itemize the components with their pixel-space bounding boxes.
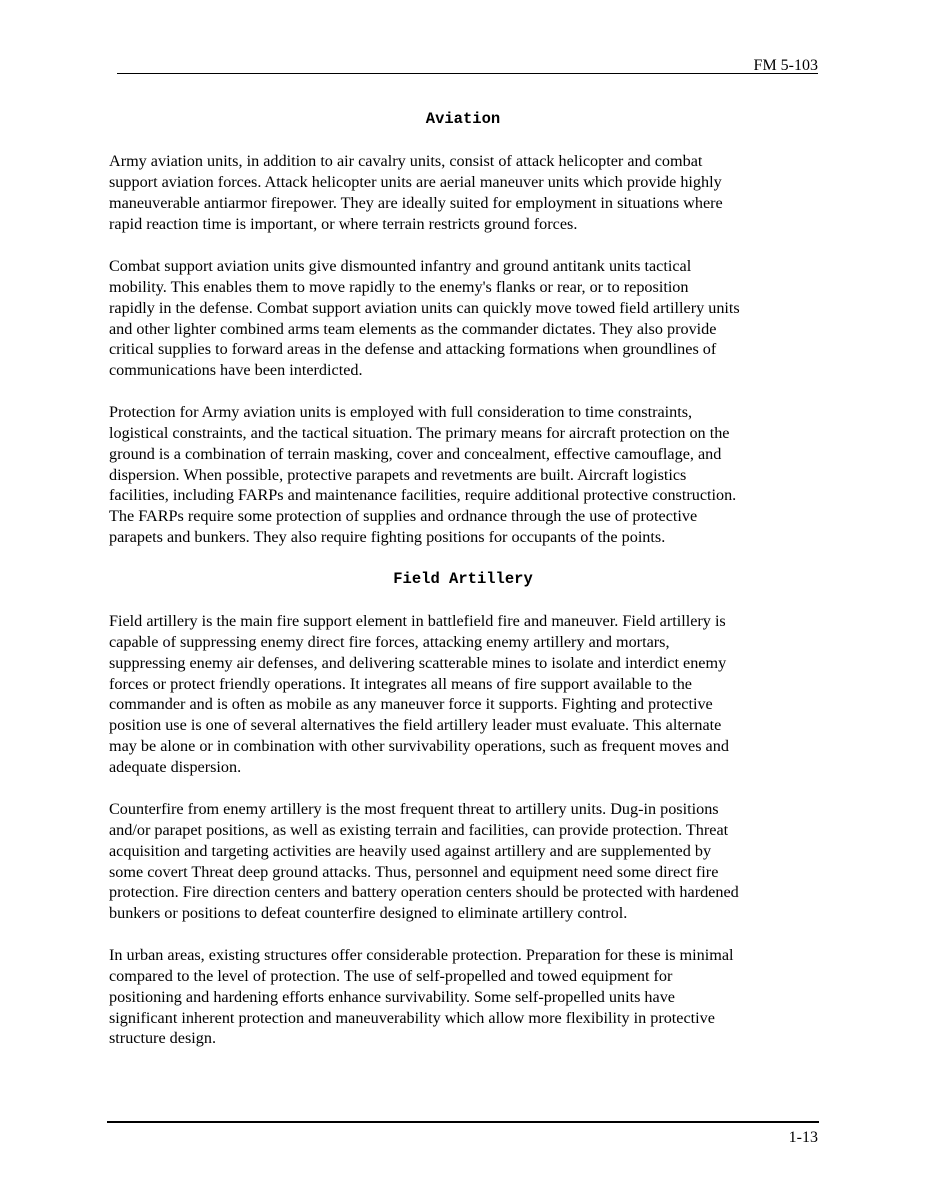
text-line: compared to the level of protection. The use of self-propelled and towed equipment for [109, 966, 673, 985]
document-id: FM 5-103 [753, 57, 818, 74]
text-line: Protection for Army aviation units is employed with full consideration to time constraints, [109, 403, 693, 421]
section-heading-aviation: Aviation [425, 110, 501, 128]
text-line: ground is a combination of terrain masking, cover and concealment, effective camouflage, and [109, 444, 722, 463]
text-line: Field artillery is the main fire support element in battlefield fire and maneuver. Field artillery is [109, 612, 726, 630]
text-line: Combat support aviation units give dismounted infantry and ground antitank units tactical [109, 257, 692, 275]
section-heading-field-artillery: Field Artillery [393, 570, 533, 588]
text-line: suppressing enemy air defenses, and delivering scatterable mines to isolate and interdict enemy [109, 653, 727, 672]
paragraph-aviation-2 [109, 256, 821, 381]
footer-rule [107, 1121, 819, 1123]
text-line: adequate dispersion. [109, 757, 242, 776]
text-line: rapid reaction time is important, or where terrain restricts ground forces. [109, 214, 578, 233]
header-rule [117, 73, 818, 74]
text-line: logistical constraints, and the tactical situation. The primary means for aircraft protection on the [109, 423, 730, 442]
text-line: dispersion. When possible, protective parapets and revetments are built. Aircraft logistics [109, 465, 687, 484]
text-line: and other lighter combined arms team elements as the commander dictates. They also provide [109, 319, 717, 338]
text-line: significant inherent protection and maneuverability which allow more flexibility in protective [109, 1008, 715, 1027]
text-line: forces or protect friendly operations. It integrates all means of fire support available to the [109, 674, 692, 693]
text-line: parapets and bunkers. They also require fighting positions for occupants of the points. [109, 528, 666, 547]
text-line: Army aviation units, in addition to air cavalry units, consist of attack helicopter and combat [109, 152, 703, 170]
text-line: mobility. This enables them to move rapidly to the enemy's flanks or rear, or to reposition [109, 277, 689, 296]
paragraph-aviation-3 [109, 402, 821, 548]
text-line: In urban areas, existing structures offer considerable protection. Preparation for these is minimal [109, 946, 734, 964]
text-line: position use is one of several alternatives the field artillery leader must evaluate. This alternate [109, 716, 722, 735]
text-line: facilities, including FARPs and maintenance facilities, require additional protective construction. [109, 486, 737, 505]
text-line: commander and is often as mobile as any maneuver force it supports. Fighting and protective [109, 695, 713, 714]
paragraph-field-artillery-3 [109, 945, 821, 1049]
text-line: and/or parapet positions, as well as existing terrain and facilities, can provide protection. Threat [109, 820, 729, 839]
text-line: rapidly in the defense. Combat support aviation units can quickly move towed field artillery units [109, 298, 740, 317]
text-line: maneuverable antiarmor firepower. They are ideally suited for employment in situations where [109, 193, 723, 212]
page-number: 1-13 [788, 1129, 818, 1146]
paragraph-field-artillery-1 [109, 611, 821, 778]
paragraph-aviation-1 [109, 151, 821, 234]
text-line: acquisition and targeting activities are heavily used against artillery and are supplemented by [109, 841, 712, 860]
text-line: Counterfire from enemy artillery is the most frequent threat to artillery units. Dug-in positions [109, 800, 719, 818]
text-line: bunkers or positions to defeat counterfire designed to eliminate artillery control. [109, 904, 628, 923]
text-line: positioning and hardening efforts enhance survivability. Some self-propelled units have [109, 987, 675, 1006]
text-line: support aviation forces. Attack helicopter units are aerial maneuver units which provide highly [109, 172, 722, 191]
paragraph-field-artillery-2 [109, 799, 821, 924]
text-line: protection. Fire direction centers and battery operation centers should be protected with hardened [109, 883, 739, 902]
text-line: The FARPs require some protection of supplies and ordnance through the use of protective [109, 507, 698, 526]
text-line: communications have been interdicted. [109, 361, 363, 380]
text-line: some covert Threat deep ground attacks. Thus, personnel and equipment need some direct fire [109, 862, 719, 881]
text-line: critical supplies to forward areas in the defense and attacking formations when groundlines of [109, 340, 717, 359]
text-line: may be alone or in combination with other survivability operations, such as frequent moves and [109, 737, 729, 756]
text-line: capable of suppressing enemy direct fire forces, attacking enemy artillery and mortars, [109, 632, 670, 651]
text-line: structure design. [109, 1029, 216, 1048]
